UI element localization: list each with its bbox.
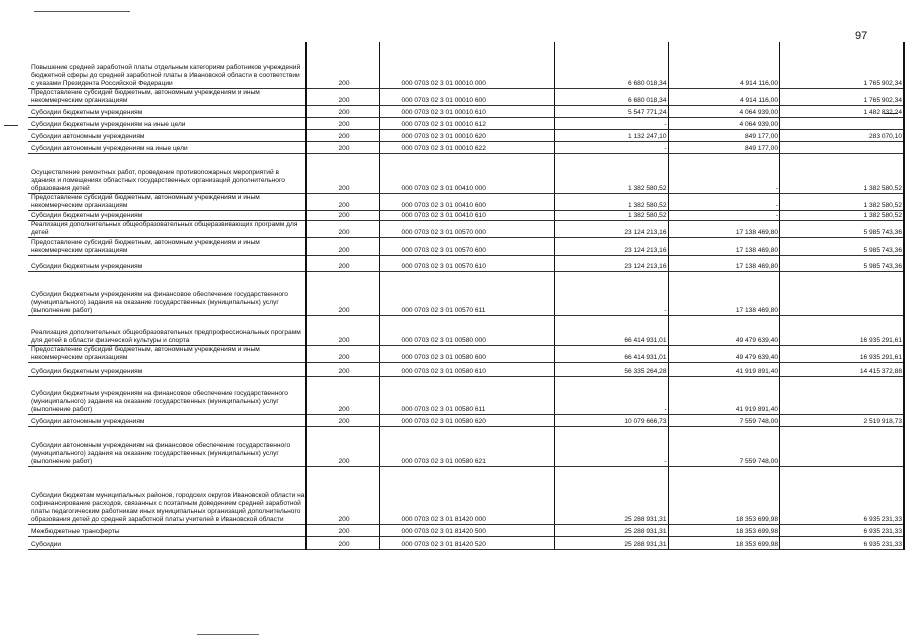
budget-table [28, 42, 905, 550]
row-name: Субсидии бюджетным учреждениям [28, 255, 306, 271]
row-value-unexecuted: 16 935 291,61 [780, 345, 904, 362]
row-name: Повышение средней заработной платы отдельным категориям работников учреждений бюджетной сферы до средней заработной платы в Ивановской области в соответствии с указами Президента Российской Федерации [28, 42, 306, 88]
row-code: 200 [306, 345, 379, 362]
table-row [28, 153, 904, 193]
row-value-unexecuted: 6 935 231,33 [780, 536, 904, 549]
table-row [28, 414, 904, 426]
row-kbk: 000 0703 02 3 01 00010 612 [379, 117, 554, 129]
row-code: 200 [306, 193, 379, 210]
row-value-executed: - [668, 153, 780, 193]
row-value-executed: - [668, 193, 780, 210]
row-kbk: 000 0703 02 3 01 00580 610 [379, 362, 554, 376]
table-row [28, 524, 904, 536]
row-value-unexecuted: 5 985 743,36 [780, 237, 904, 255]
table-row [28, 220, 904, 237]
top-rule [34, 11, 130, 12]
row-name: Субсидии автономным учреждениям [28, 129, 306, 141]
row-kbk: 000 0703 02 3 01 00580 600 [379, 345, 554, 362]
row-value-executed: 4 064 939,00 [668, 117, 780, 129]
row-code: 200 [306, 376, 379, 414]
row-name: Предоставление субсидий бюджетным, автономным учреждениям и иным некоммерческим организациям [28, 237, 306, 255]
row-value-executed: 41 919 891,40 [668, 362, 780, 376]
row-value-approved: 56 335 264,28 [555, 362, 668, 376]
row-value-executed: 18 353 699,98 [668, 466, 780, 524]
row-name: Межбюджетные трансферты [28, 524, 306, 536]
row-kbk: 000 0703 02 3 01 00010 600 [379, 88, 554, 105]
row-value-unexecuted: 1 765 902,34 [780, 42, 904, 88]
row-value-unexecuted [780, 426, 904, 466]
row-value-approved: 6 680 018,34 [555, 42, 668, 88]
table-row [28, 345, 904, 362]
row-value-unexecuted: 1 482 832,24 [780, 105, 904, 117]
row-value-unexecuted: 5 985 743,36 [780, 220, 904, 237]
table-row [28, 105, 904, 117]
row-value-executed: 18 353 699,98 [668, 536, 780, 549]
row-value-executed: - [668, 210, 780, 220]
row-kbk: 000 0703 02 3 01 81420 000 [379, 466, 554, 524]
row-value-unexecuted: 6 935 231,33 [780, 524, 904, 536]
row-value-approved: 23 124 213,16 [555, 255, 668, 271]
row-value-executed: 17 138 469,80 [668, 255, 780, 271]
row-name: Субсидии бюджетным учреждениям [28, 362, 306, 376]
row-value-approved: - [555, 141, 668, 153]
row-code: 200 [306, 466, 379, 524]
row-name: Реализация дополнительных общеобразовательных предпрофессиональных программ для детей в области физической культуры и спорта [28, 315, 306, 345]
row-code: 200 [306, 255, 379, 271]
row-value-approved: 23 124 213,16 [555, 237, 668, 255]
row-kbk: 000 0703 02 3 01 00580 621 [379, 426, 554, 466]
table-row [28, 129, 904, 141]
row-kbk: 000 0703 02 3 01 00010 622 [379, 141, 554, 153]
row-code: 200 [306, 141, 379, 153]
row-name: Субсидии бюджетным учреждениям на финансовое обеспечение государственного (муниципального) задания на оказание государственных (муниципальных) услуг (выполнение работ) [28, 376, 306, 414]
row-value-executed: 49 479 639,40 [668, 345, 780, 362]
row-value-executed: 17 138 469,80 [668, 220, 780, 237]
row-value-unexecuted: 16 935 291,61 [780, 315, 904, 345]
row-value-executed: 7 559 748,00 [668, 414, 780, 426]
row-value-approved: 25 288 931,31 [555, 524, 668, 536]
row-value-executed: 4 064 939,00 [668, 105, 780, 117]
row-value-unexecuted: 5 985 743,36 [780, 255, 904, 271]
table-row [28, 237, 904, 255]
row-kbk: 000 0703 02 3 01 81420 520 [379, 536, 554, 549]
row-code: 200 [306, 129, 379, 141]
row-name: Предоставление субсидий бюджетным, автономным учреждениям и иным некоммерческим организациям [28, 345, 306, 362]
row-kbk: 000 0703 02 3 01 00570 000 [379, 220, 554, 237]
table-row [28, 117, 904, 129]
row-value-approved: - [555, 376, 668, 414]
row-value-approved: - [555, 426, 668, 466]
row-name: Субсидии бюджетным учреждениям на финансовое обеспечение государственного (муниципального) задания на оказание государственных (муниципальных) услуг (выполнение работ) [28, 271, 306, 315]
row-value-approved: 1 382 580,52 [555, 210, 668, 220]
row-value-unexecuted: 1 382 580,52 [780, 210, 904, 220]
row-value-approved: 25 288 931,31 [555, 536, 668, 549]
row-value-executed: 41 919 891,40 [668, 376, 780, 414]
row-kbk: 000 0703 02 3 01 81420 500 [379, 524, 554, 536]
page-number: 97 [855, 30, 868, 42]
row-value-executed: 4 914 116,00 [668, 42, 780, 88]
table-row [28, 141, 904, 153]
table-row [28, 466, 904, 524]
row-value-executed: 17 138 469,80 [668, 271, 780, 315]
row-code: 200 [306, 362, 379, 376]
table-row [28, 536, 904, 549]
row-value-approved: - [555, 117, 668, 129]
row-value-approved: - [555, 271, 668, 315]
row-code: 200 [306, 426, 379, 466]
table-row [28, 376, 904, 414]
row-value-unexecuted [780, 271, 904, 315]
row-code: 200 [306, 210, 379, 220]
row-value-approved: 1 382 580,52 [555, 153, 668, 193]
row-value-unexecuted: 1 382 580,52 [780, 153, 904, 193]
row-kbk: 000 0703 02 3 01 00570 600 [379, 237, 554, 255]
row-name: Реализация дополнительных общеобразовательных общеразвивающих программ для детей [28, 220, 306, 237]
row-name: Предоставление субсидий бюджетным, автономным учреждениям и иным некоммерческим организациям [28, 193, 306, 210]
row-value-executed: 7 559 748,00 [668, 426, 780, 466]
row-value-executed: 17 138 469,80 [668, 237, 780, 255]
table-row [28, 426, 904, 466]
table-row [28, 362, 904, 376]
row-name: Субсидии бюджетным учреждениям на иные цели [28, 117, 306, 129]
row-code: 200 [306, 220, 379, 237]
row-value-unexecuted [780, 141, 904, 153]
row-value-approved: 25 288 931,31 [555, 466, 668, 524]
row-name: Предоставление субсидий бюджетным, автономным учреждениям и иным некоммерческим организациям [28, 88, 306, 105]
table-row [28, 271, 904, 315]
row-value-approved: 1 382 580,52 [555, 193, 668, 210]
row-value-approved: 5 547 771,24 [555, 105, 668, 117]
row-value-unexecuted: 2 519 918,73 [780, 414, 904, 426]
row-value-approved: 23 124 213,16 [555, 220, 668, 237]
bottom-rule [197, 634, 259, 635]
row-kbk: 000 0703 02 3 01 00570 610 [379, 255, 554, 271]
row-kbk: 000 0703 02 3 01 00410 000 [379, 153, 554, 193]
row-code: 200 [306, 536, 379, 549]
row-code: 200 [306, 237, 379, 255]
row-value-executed: 4 914 116,00 [668, 88, 780, 105]
row-name: Субсидии бюджетным учреждениям [28, 210, 306, 220]
row-value-approved: 1 132 247,10 [555, 129, 668, 141]
row-code: 200 [306, 153, 379, 193]
row-code: 200 [306, 117, 379, 129]
row-value-unexecuted [780, 117, 904, 129]
table-row [28, 88, 904, 105]
row-kbk: 000 0703 02 3 01 00010 610 [379, 105, 554, 117]
table-row [28, 42, 904, 88]
row-kbk: 000 0703 02 3 01 00580 620 [379, 414, 554, 426]
row-kbk: 000 0703 02 3 01 00010 620 [379, 129, 554, 141]
row-value-unexecuted: 283 070,10 [780, 129, 904, 141]
budget-table-body [28, 42, 904, 549]
row-value-unexecuted: 1 765 902,34 [780, 88, 904, 105]
row-code: 200 [306, 42, 379, 88]
row-value-unexecuted [780, 376, 904, 414]
table-row [28, 315, 904, 345]
row-name: Субсидии бюджетам муниципальных районов, городских округов Ивановской области на софинансирование расходов, связанных с поэтапным доведением средней заработной платы педагогическим работникам иных муниципальных организаций дополнительного образования детей до средней заработной платы учителей в Ивановской области [28, 466, 306, 524]
row-value-approved: 6 680 018,34 [555, 88, 668, 105]
table-row [28, 255, 904, 271]
table-row [28, 193, 904, 210]
table-row [28, 210, 904, 220]
row-value-executed: 849 177,00 [668, 141, 780, 153]
row-name: Субсидии автономным учреждениям на финансовое обеспечение государственного (муниципального) задания на оказание государственных (муниципальных) услуг (выполнение работ) [28, 426, 306, 466]
row-value-approved: 66 414 931,01 [555, 315, 668, 345]
row-kbk: 000 0703 02 3 01 00010 000 [379, 42, 554, 88]
row-code: 200 [306, 414, 379, 426]
row-value-unexecuted: 14 415 372,88 [780, 362, 904, 376]
row-code: 200 [306, 105, 379, 117]
row-value-approved: 10 079 666,73 [555, 414, 668, 426]
row-name: Субсидии автономным учреждениям на иные цели [28, 141, 306, 153]
row-name: Субсидии автономным учреждениям [28, 414, 306, 426]
row-code: 200 [306, 315, 379, 345]
row-value-unexecuted: 6 935 231,33 [780, 466, 904, 524]
row-name: Осуществление ремонтных работ, проведение противопожарных мероприятий в зданиях и помещениях областных государственных организаций дополнительного образования детей [28, 153, 306, 193]
margin-mark-left [4, 125, 18, 126]
row-name: Субсидии [28, 536, 306, 549]
row-name: Субсидии бюджетным учреждениям [28, 105, 306, 117]
row-value-unexecuted: 1 382 580,52 [780, 193, 904, 210]
row-value-approved: 66 414 931,01 [555, 345, 668, 362]
row-value-executed: 49 479 639,40 [668, 315, 780, 345]
row-code: 200 [306, 271, 379, 315]
row-kbk: 000 0703 02 3 01 00580 000 [379, 315, 554, 345]
row-kbk: 000 0703 02 3 01 00410 600 [379, 193, 554, 210]
row-code: 200 [306, 88, 379, 105]
row-kbk: 000 0703 02 3 01 00570 611 [379, 271, 554, 315]
row-kbk: 000 0703 02 3 01 00410 610 [379, 210, 554, 220]
row-value-executed: 18 353 699,98 [668, 524, 780, 536]
row-kbk: 000 0703 02 3 01 00580 611 [379, 376, 554, 414]
row-value-executed: 849 177,00 [668, 129, 780, 141]
row-code: 200 [306, 524, 379, 536]
